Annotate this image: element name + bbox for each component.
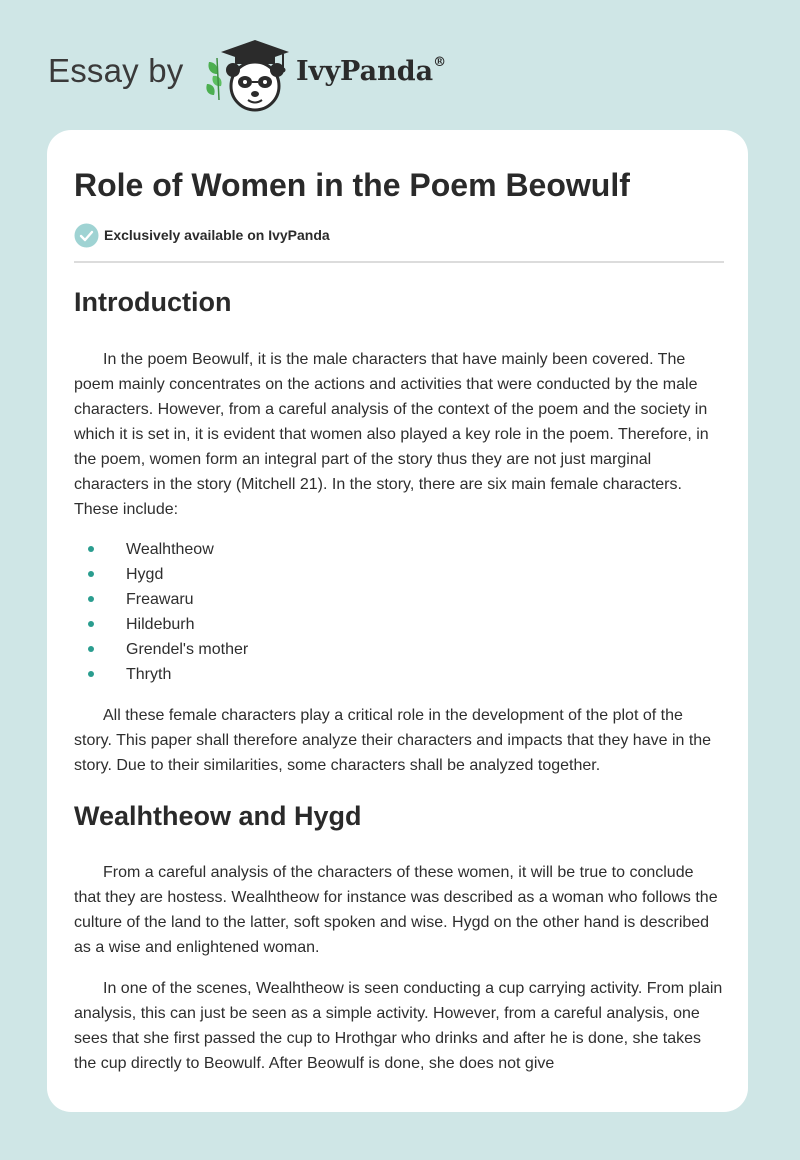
section-heading-wealhtheow-hygd: Wealhtheow and Hygd xyxy=(74,801,362,831)
bullet-icon xyxy=(88,671,94,677)
list-item xyxy=(74,562,724,587)
check-circle-icon xyxy=(74,223,99,248)
registered-mark: ® xyxy=(433,55,447,70)
exclusive-badge-text: Exclusively available on IvyPanda xyxy=(104,227,330,243)
bullet-icon xyxy=(88,596,94,602)
list-item xyxy=(74,537,724,562)
panda-logo-icon[interactable] xyxy=(203,34,293,114)
paragraph: In one of the scenes, Wealhtheow is seen conducting a cup carrying activity. From plain analysis, this can just be seen as a simple activity. However, from a careful analysis, one sees that she first passed the cup to Hrothgar who drinks and after he is done, she takes the cup directly to Beowulf. After Beowulf is done, she does not give xyxy=(74,980,723,1072)
list-item-text: Wealhtheow xyxy=(126,541,214,558)
paragraph: All these female characters play a critical role in the development of the plot of the story. This paper shall therefore analyze their characters and impacts that they have in the story. Due to their similarities, some characters shall be analyzed together. xyxy=(74,707,712,774)
list-item xyxy=(74,662,724,687)
list-item-text: Hildeburh xyxy=(126,616,195,633)
list-item-text: Thryth xyxy=(126,666,172,683)
paragraph: In the poem Beowulf, it is the male characters that have mainly been covered. The poem mainly concentrates on the actions and activities that were conducted by the male characters. However, from a careful analysis of the context of the poem and the society in which it is set in, it is evident that women also played a key role in the poem. Therefore, in the poem, women form an integral part of the story thus they are not just marginal characters in the story (Mitchell 21). In the story, there are six main female characters. These include: xyxy=(74,351,709,518)
page-title: Role of Women in the Poem Beowulf xyxy=(74,167,630,203)
bullet-icon xyxy=(88,546,94,552)
character-list xyxy=(74,537,724,687)
list-item-text: Grendel's mother xyxy=(126,641,249,658)
paragraph: From a careful analysis of the characters of these women, it will be true to conclude that they are hostess. Wealhtheow for instance was described as a woman who follows the culture of the land to the latter, soft spoken and wise. Hygd on the other hand is described as a wise and enlightened woman. xyxy=(74,864,718,956)
exclusive-badge xyxy=(74,222,330,248)
title-divider xyxy=(74,261,724,263)
bullet-icon xyxy=(88,621,94,627)
article-body xyxy=(74,284,724,1076)
section-heading-introduction: Introduction xyxy=(74,287,232,317)
brand-name-text: IvyPanda xyxy=(296,56,434,87)
bullet-icon xyxy=(88,571,94,577)
article-card xyxy=(47,130,748,1112)
list-item xyxy=(74,587,724,612)
list-item-text: Freawaru xyxy=(126,591,194,608)
list-item xyxy=(74,637,724,662)
bullet-icon xyxy=(88,646,94,652)
list-item-text: Hygd xyxy=(126,566,164,583)
list-item xyxy=(74,612,724,637)
ivy-leaf-icon xyxy=(206,58,221,100)
brand-prefix: Essay by xyxy=(48,52,184,89)
brand-name[interactable] xyxy=(296,56,446,87)
brand-header xyxy=(48,34,568,114)
